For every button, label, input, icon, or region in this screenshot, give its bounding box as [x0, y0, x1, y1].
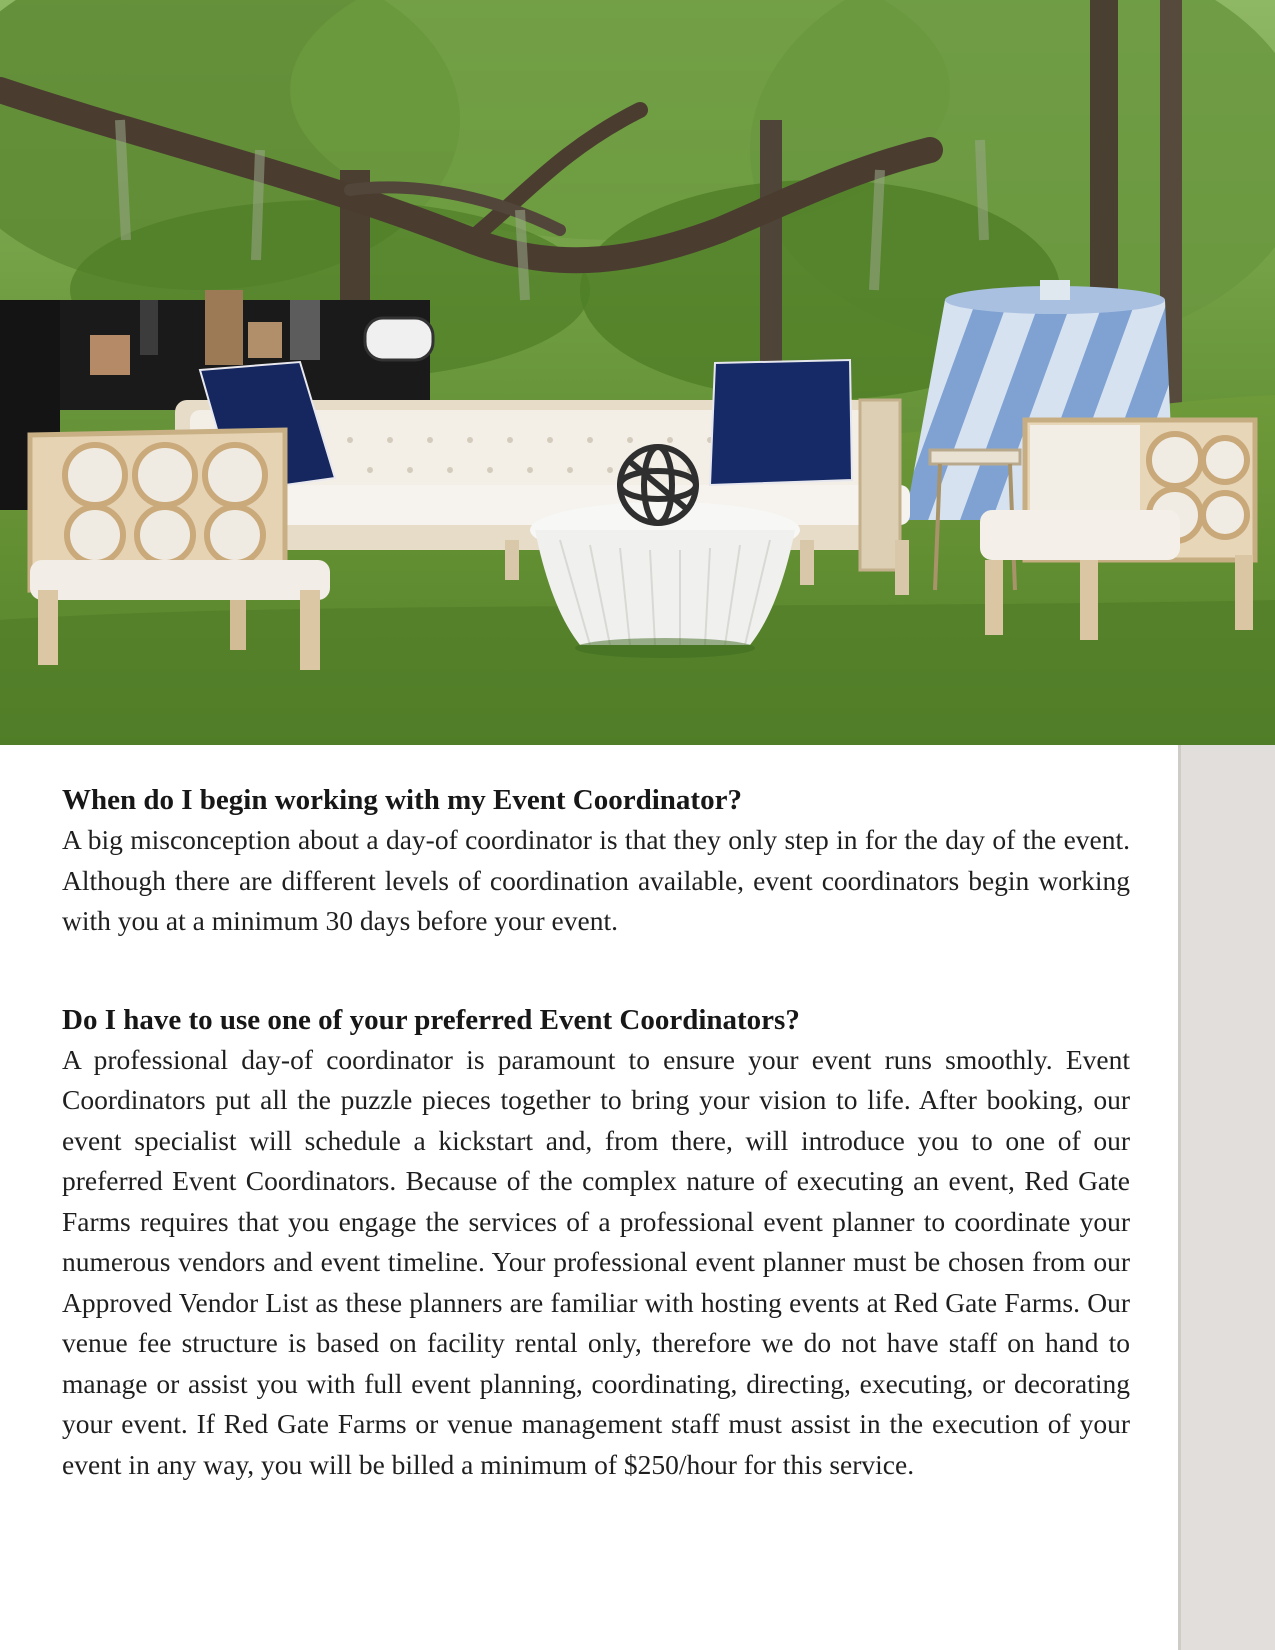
faq-answer: A professional day-of coordinator is paramount to ensure your event runs smoothly. Event Coordinators put all the puzzle pieces together to bring your vision to life. After booking, our event specialist will schedule a kickstart and, from there, will introduce you to one of our preferred Event Coordinators. Because of the complex nature of executing an event, Red Gate Farms requires that you engage the services of a professional event planner to coordinate your numerous vendors and event timeline. Your professional event planner must be chosen from our Approved Vendor List as these planners are familiar with hosting events at Red Gate Farms. Our venue fee structure is based on facility rental only, therefore we do not have staff on hand to manage or assist you with full event planning, coordinating, directing, executing, or decorating your event. If Red Gate Farms or venue management staff must assist in the execution of your event in any way, you will be billed a minimum of $250/hour for this service. [62, 1043, 1130, 1480]
faq-item [62, 780, 1130, 942]
outdoor-lounge-furniture-photo [0, 0, 1275, 745]
side-bar [1178, 745, 1275, 1650]
hero-photo [0, 0, 1275, 745]
faq-item [62, 1000, 1130, 1486]
faq-question: When do I begin working with my Event Coordinator? [62, 784, 742, 816]
faq-question: Do I have to use one of your preferred Event Coordinators? [62, 1003, 800, 1036]
faq-answer: A big misconception about a day-of coordinator is that they only step in for the day of the event. Although there are different levels of coordination available, event coordinators begin working with you at a minimum 30 days before your event. [62, 824, 1130, 936]
faq-content [62, 780, 1130, 1485]
